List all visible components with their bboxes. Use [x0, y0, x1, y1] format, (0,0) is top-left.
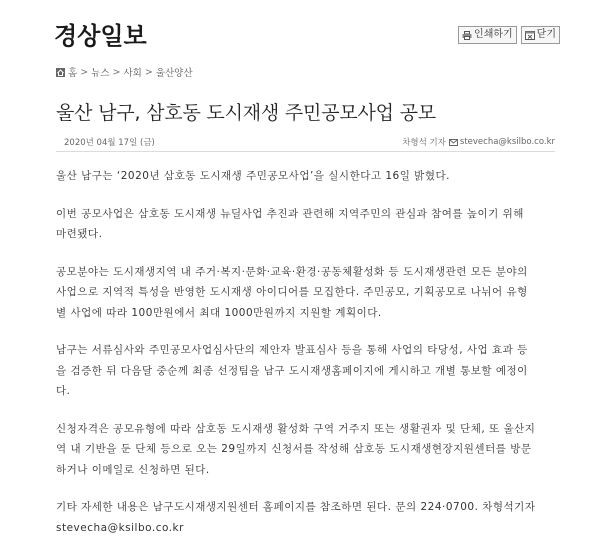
- byline: [402, 136, 555, 148]
- paragraph-1: [56, 166, 576, 187]
- meta-divider: [56, 151, 555, 152]
- breadcrumb-home[interactable]: 홈: [68, 68, 78, 79]
- print-button[interactable]: [458, 26, 517, 44]
- line: 별 사업에 따라 100만원에서 최대 1000만원까지 지원할 계획이다.: [56, 306, 382, 319]
- print-label: 인쇄하기: [474, 29, 513, 40]
- close-label: 닫기: [536, 29, 556, 40]
- close-window-icon: [525, 31, 535, 40]
- breadcrumb-separator: >: [80, 66, 89, 78]
- toolbar: [458, 26, 560, 44]
- paragraph-6: [56, 497, 576, 538]
- line: 을 검증한 뒤 다음달 중순께 최종 선정팀을 남구 도시재생홈페이지에 게시하고 개별 통보할 예정이: [56, 364, 528, 377]
- reporter-name: 차형석 기자: [402, 138, 446, 148]
- line: stevecha@ksilbo.co.kr: [56, 521, 184, 534]
- line: 역 내 기반을 둔 단체 등으로 오는 29일까지 신청서를 작성해 삼호동 도시재생현장지원센터를 방문: [56, 443, 532, 455]
- breadcrumb-society[interactable]: 사회: [123, 68, 142, 79]
- line: 기타 자세한 내용은 남구도시재생지원센터 홈페이지를 참조하면 된다. 문의 224·0700. 차형석기자: [56, 501, 536, 513]
- line: 신청자격은 공모유형에 따라 삼호동 도시재생 활성화 구역 거주지 또는 생활권자 및 단체, 또 울산지: [56, 422, 536, 435]
- mail-icon: [449, 139, 458, 146]
- article-date: 2020년 04월 17일 (금): [64, 138, 155, 148]
- paragraph-5: [56, 419, 576, 481]
- reporter-email[interactable]: stevecha@ksilbo.co.kr: [459, 137, 555, 147]
- breadcrumb: [56, 65, 193, 79]
- article-title: 울산 남구, 삼호동 도시재생 주민공모사업 공모: [56, 102, 436, 124]
- breadcrumb-separator: >: [144, 66, 153, 78]
- breadcrumb-separator: >: [112, 66, 121, 78]
- line: 다.: [56, 385, 71, 397]
- paragraph-2: [56, 204, 576, 245]
- home-icon: [56, 68, 65, 77]
- line: 남구는 서류심사와 주민공모사업심사단의 제안자 발표심사 등을 통해 사업의 타당성, 사업 효과 등: [56, 344, 528, 356]
- article-body: [56, 166, 576, 555]
- paragraph-4: [56, 340, 576, 402]
- close-button[interactable]: [521, 26, 560, 44]
- article-meta: [56, 134, 555, 150]
- line: 하거나 이메일로 신청하면 된다.: [56, 463, 210, 476]
- breadcrumb-ulsan-yangsan[interactable]: 울산양산: [155, 68, 193, 79]
- line: 이번 공모사업은 삼호동 도시재생 뉴딜사업 추진과 관련해 지역주민의 관심과 참여를 높이기 위해: [56, 207, 524, 220]
- line: 울산 남구는 ‘2020년 삼호동 도시재생 주민공모사업’을 실시한다고 16일 밝혔다.: [56, 170, 450, 182]
- site-logo: 경상일보: [54, 22, 147, 50]
- printer-icon: [462, 31, 472, 40]
- line: 공모분야는 도시재생지역 내 주거·복지·문화·교육·환경·공동체활성화 등 도시재생관련 모든 분야의: [56, 265, 528, 278]
- line: 마련됐다.: [56, 228, 103, 240]
- header: [0, 0, 604, 50]
- paragraph-3: [56, 262, 576, 324]
- breadcrumb-news[interactable]: 뉴스: [91, 68, 110, 79]
- line: 사업으로 지역적 특성을 반영한 도시재생 아이디어를 모집한다. 주민공모, 기획공모로 나뉘어 유형: [56, 286, 528, 298]
